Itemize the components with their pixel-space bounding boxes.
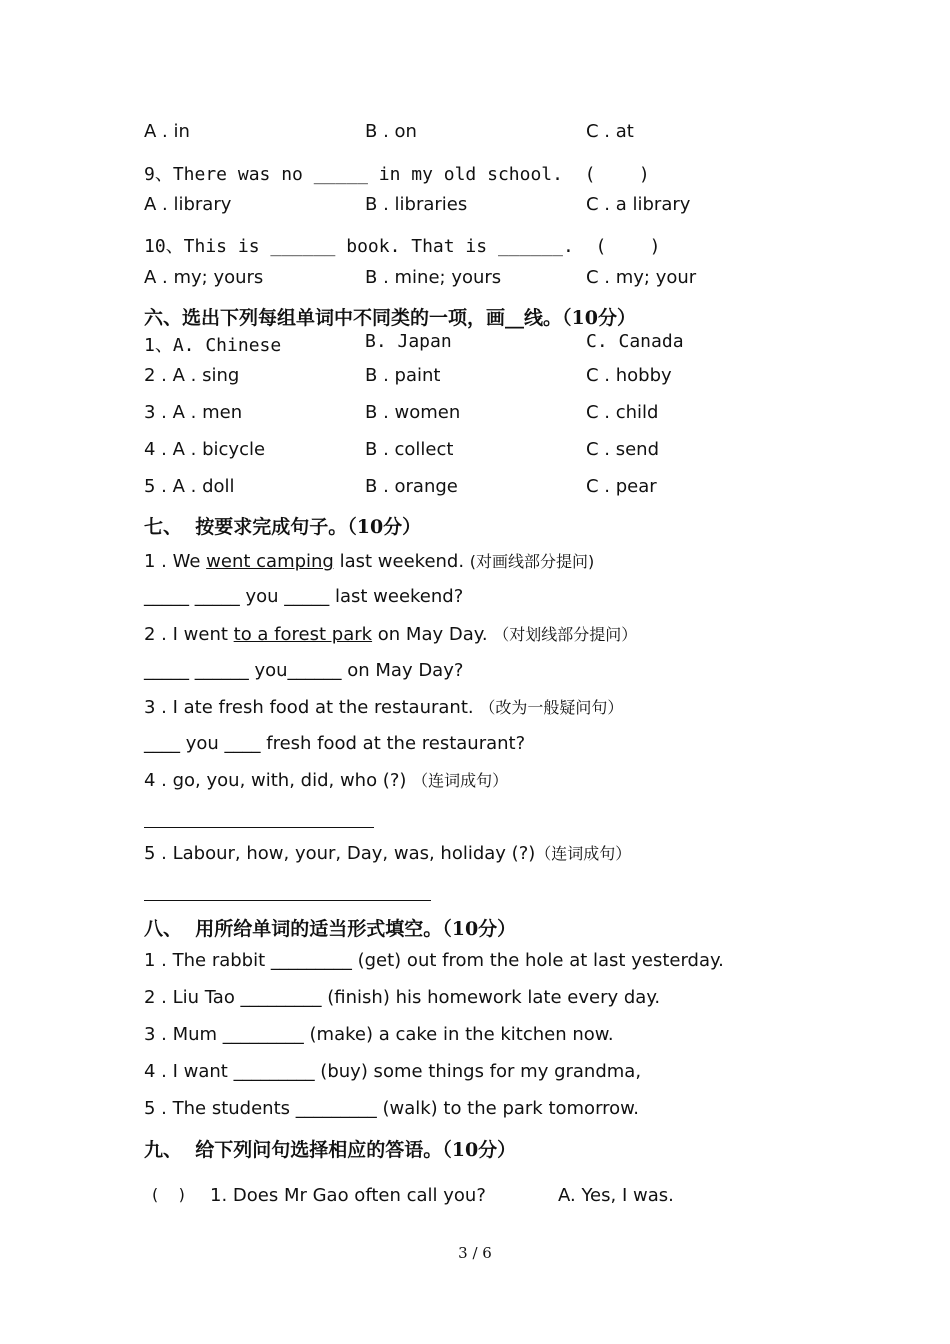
s9-q1: 1. Does Mr Gao often call you?	[210, 1185, 486, 1206]
s6-row3-a: 3 . A . men	[144, 402, 243, 423]
q10-option-b: B . mine; yours	[365, 267, 502, 288]
s6-row1-b: B. Japan	[365, 331, 452, 352]
s6-row3-b: B . women	[365, 402, 461, 423]
s7-q2-answer: _____ ______ you______ on May Day?	[144, 660, 464, 681]
s7-q2-underlined: to a forest park	[233, 624, 373, 645]
s6-row1-a: 1、A. Chinese	[144, 335, 282, 356]
s7-q4-answer-line[interactable]	[144, 827, 374, 828]
s8-item-5: 5 . The students _________ (walk) to the park tomorrow.	[144, 1098, 639, 1119]
s6-row4-c: C . send	[586, 439, 660, 460]
s6-row4-a: 4 . A . bicycle	[144, 439, 266, 460]
s9-answer-a: A. Yes, I was.	[558, 1185, 674, 1206]
section7-title: 七、 按要求完成句子。（10分）	[144, 516, 422, 538]
section6-title: 六、选出下列每组单词中不同类的一项，画__线。（10分）	[144, 307, 636, 329]
q9-option-b: B . libraries	[365, 194, 468, 215]
s7-q3-answer: ____ you ____ fresh food at the restaurant?	[144, 733, 526, 754]
page-number: 3 / 6	[458, 1244, 492, 1262]
s8-item-3: 3 . Mum _________ (make) a cake in the kitchen now.	[144, 1024, 614, 1045]
s6-row4-b: B . collect	[365, 439, 454, 460]
q8-option-b: B . on	[365, 121, 417, 142]
s6-row2-b: B . paint	[365, 365, 441, 386]
q10-option-a: A . my; yours	[144, 267, 264, 288]
q9-question: 9、There was no _____ in my old school. ( )	[144, 164, 650, 185]
s6-row5-a: 5 . A . doll	[144, 476, 235, 497]
s7-q5: 5 . Labour, how, your, Day, was, holiday (?)（连词成句）	[144, 843, 632, 864]
q8-option-a: A . in	[144, 121, 190, 142]
s6-row2-a: 2 . A . sing	[144, 365, 240, 386]
q9-option-c: C . a library	[586, 194, 691, 215]
section9-title: 九、 给下列问句选择相应的答语。（10分）	[144, 1139, 517, 1161]
s9-q1-bracket: ( )	[152, 1185, 185, 1204]
s6-row2-c: C . hobby	[586, 365, 672, 386]
s8-item-4: 4 . I want _________ (buy) some things for my grandma,	[144, 1061, 642, 1082]
s7-q1-answer: _____ _____ you _____ last weekend?	[144, 586, 464, 607]
s8-item-2: 2 . Liu Tao _________ (finish) his homework late every day.	[144, 987, 661, 1008]
s7-q1: 1 . We went camping last weekend. (对画线部分提问)	[144, 551, 595, 572]
q8-option-c: C . at	[586, 121, 634, 142]
s6-row5-b: B . orange	[365, 476, 458, 497]
s7-q4: 4 . go, you, with, did, who (?) （连词成句）	[144, 770, 509, 791]
s6-row3-c: C . child	[586, 402, 659, 423]
s7-q2: 2 . I went to a forest park on May Day. （对划线部分提问）	[144, 624, 638, 645]
s6-row5-c: C . pear	[586, 476, 657, 497]
s7-q5-answer-line[interactable]	[144, 900, 431, 901]
q10-option-c: C . my; your	[586, 267, 697, 288]
section8-title: 八、 用所给单词的适当形式填空。（10分）	[144, 918, 517, 940]
s7-q3: 3 . I ate fresh food at the restaurant. （改为一般疑问句）	[144, 697, 624, 718]
s8-item-1: 1 . The rabbit _________ (get) out from the hole at last yesterday.	[144, 950, 724, 971]
s7-q1-underlined: went camping	[206, 551, 334, 572]
q9-option-a: A . library	[144, 194, 232, 215]
s6-row1-c: C. Canada	[586, 331, 684, 352]
q10-question: 10、This is ______ book. That is ______. ( )	[144, 236, 661, 257]
